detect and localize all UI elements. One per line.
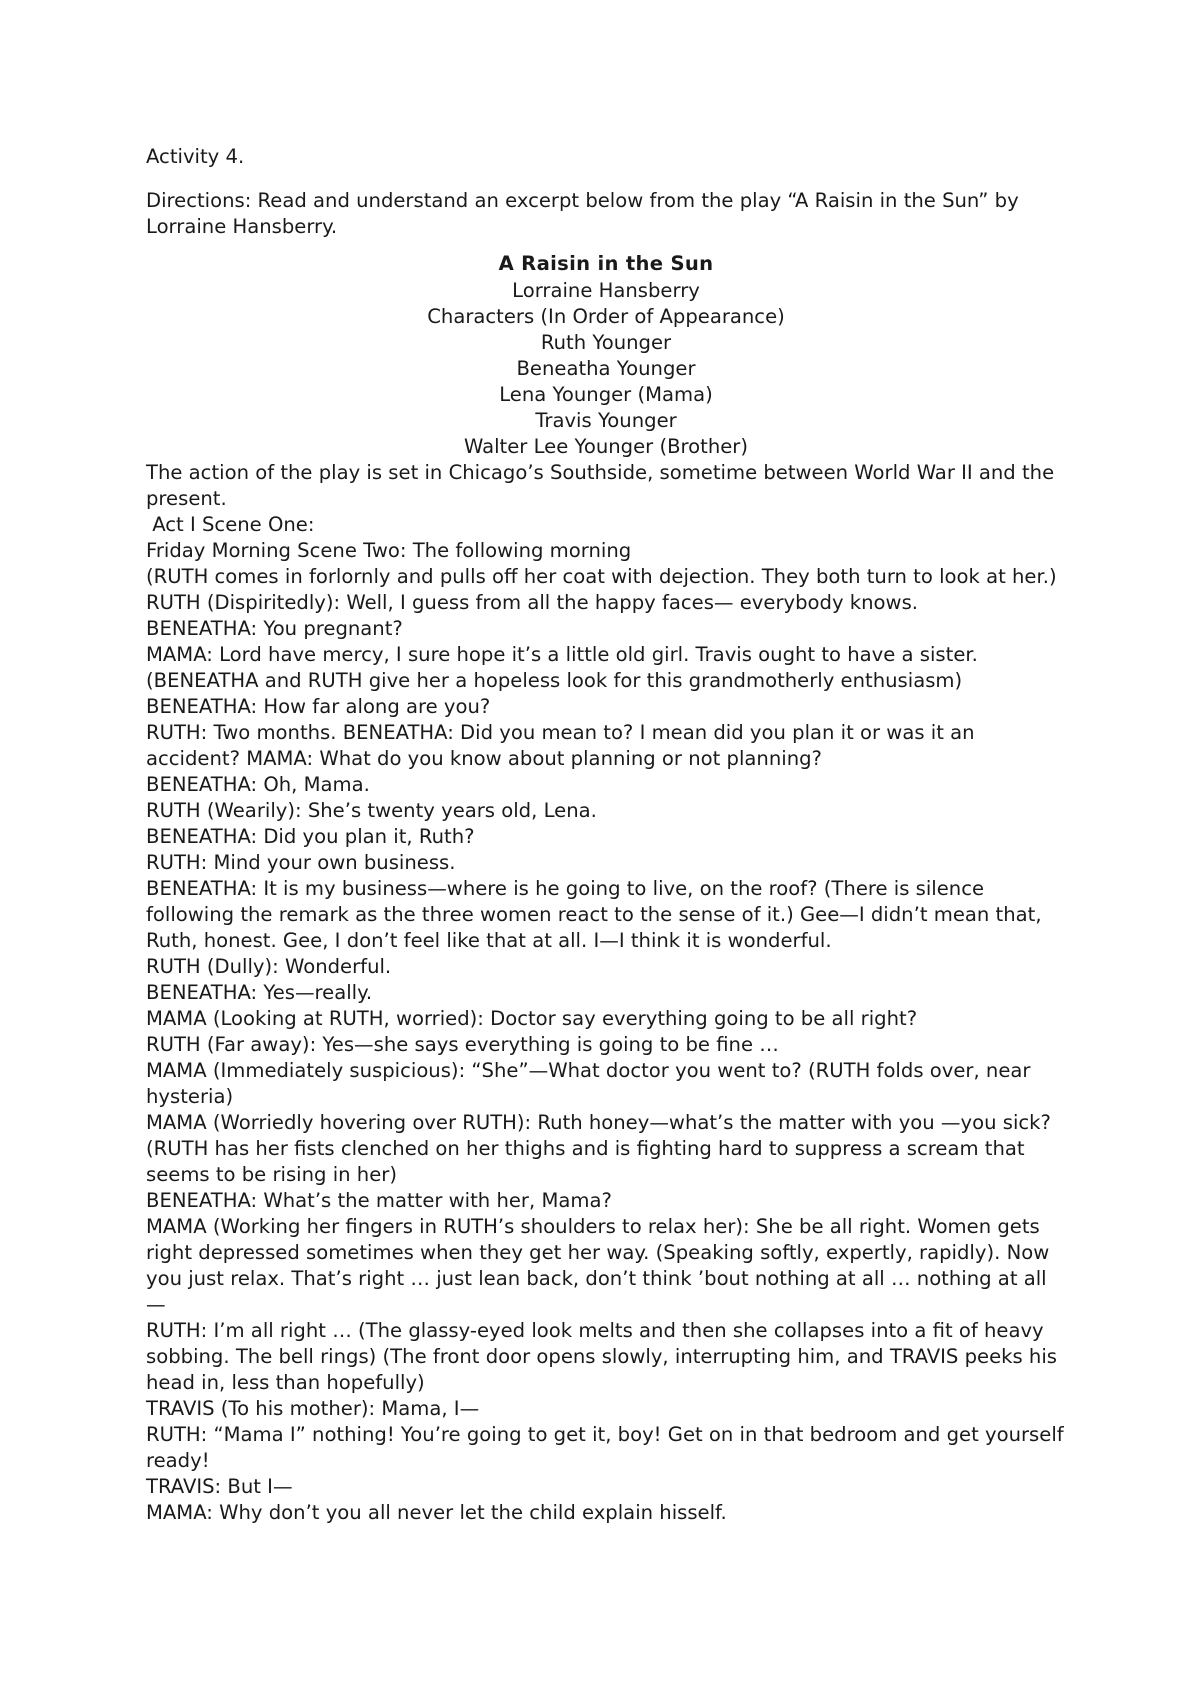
script-line: MAMA (Working her fingers in RUTH’s shoulders to relax her): She be all right. Women gets right depressed sometimes when they get her way. (Speaking softly, expertly, rapidly). Now you just relax. That’s right … just lean back, don’t think ’bout nothing at all … nothing at all —	[146, 1215, 1050, 1316]
script-line: RUTH (Wearily): She’s twenty years old, Lena.	[146, 799, 597, 822]
character-name: Lena Younger (Mama)	[499, 383, 713, 406]
script-line: RUTH: I’m all right … (The glassy-eyed look melts and then she collapses into a fit of heavy sobbing. The bell rings) (The front door opens slowly, interrupting him, and TRAVIS peeks his head in, less than hopefully)	[146, 1319, 1058, 1394]
play-title: A Raisin in the Sun	[498, 252, 714, 275]
script-line: MAMA: Why don’t you all never let the child explain hisself.	[146, 1501, 727, 1524]
script-line: BENEATHA: How far along are you?	[146, 695, 491, 718]
title-block	[146, 250, 1066, 460]
activity-heading: Activity 4.	[146, 145, 245, 168]
character-name: Beneatha Younger	[516, 357, 696, 380]
characters-heading: Characters (In Order of Appearance)	[427, 305, 785, 328]
script-line: BENEATHA: Oh, Mama.	[146, 773, 370, 796]
script-line: RUTH: Two months. BENEATHA: Did you mean to? I mean did you plan it or was it an accident? MAMA: What do you know about planning or not planning?	[146, 721, 975, 770]
act-heading: Act I Scene One:	[146, 513, 315, 536]
script-line: RUTH (Dully): Wonderful.	[146, 955, 392, 978]
script-line: MAMA (Immediately suspicious): “She”—What doctor you went to? (RUTH folds over, near hysteria)	[146, 1059, 1031, 1108]
script-line: TRAVIS: But I—	[146, 1475, 293, 1498]
document-page	[146, 144, 1066, 1526]
script-line: MAMA: Lord have mercy, I sure hope it’s a little old girl. Travis ought to have a sister. (BENEATHA and RUTH give her a hopeless look for this grandmotherly enthusiasm)	[146, 643, 978, 692]
script-line: RUTH: Mind your own business.	[146, 851, 456, 874]
script-line: RUTH (Far away): Yes—she says everything is going to be fine …	[146, 1033, 779, 1056]
script-line: MAMA (Worriedly hovering over RUTH): Ruth honey—what’s the matter with you —you sick? (RUTH has her fists clenched on her thighs and is fighting hard to suppress a scream that seems to be rising in her)	[146, 1111, 1051, 1186]
character-name: Travis Younger	[535, 409, 677, 432]
script-line: BENEATHA: Did you plan it, Ruth?	[146, 825, 475, 848]
script-line: BENEATHA: Yes—really.	[146, 981, 373, 1004]
script-line: TRAVIS (To his mother): Mama, I—	[146, 1397, 480, 1420]
script-line: RUTH: “Mama I” nothing! You’re going to get it, boy! Get on in that bedroom and get yourself ready!	[146, 1423, 1064, 1472]
script-line: (RUTH comes in forlornly and pulls off her coat with dejection. They both turn to look at her.) RUTH (Dispiritedly): Well, I guess from all the happy faces— everybody knows.	[146, 565, 1057, 614]
setting-text: The action of the play is set in Chicago’s Southside, sometime between World War II and the present.	[146, 461, 1055, 510]
play-author: Lorraine Hansberry	[512, 279, 700, 302]
script-line: MAMA (Looking at RUTH, worried): Doctor say everything going to be all right?	[146, 1007, 918, 1030]
script-line: BENEATHA: What’s the matter with her, Mama?	[146, 1189, 612, 1212]
directions-text: Directions: Read and understand an excerpt below from the play “A Raisin in the Sun” by Lorraine Hansberry.	[146, 189, 1019, 238]
character-name: Walter Lee Younger (Brother)	[463, 435, 749, 458]
script-line: BENEATHA: You pregnant?	[146, 617, 403, 640]
script-line: BENEATHA: It is my business—where is he going to live, on the roof? (There is silence following the remark as the three women react to the sense of it.) Gee—I didn’t mean that, Ruth, honest. Gee, I don’t feel like that at all. I—I think it is wonderful.	[146, 877, 1042, 952]
character-name: Ruth Younger	[540, 331, 672, 354]
scene-heading: Friday Morning Scene Two: The following morning	[146, 539, 632, 562]
